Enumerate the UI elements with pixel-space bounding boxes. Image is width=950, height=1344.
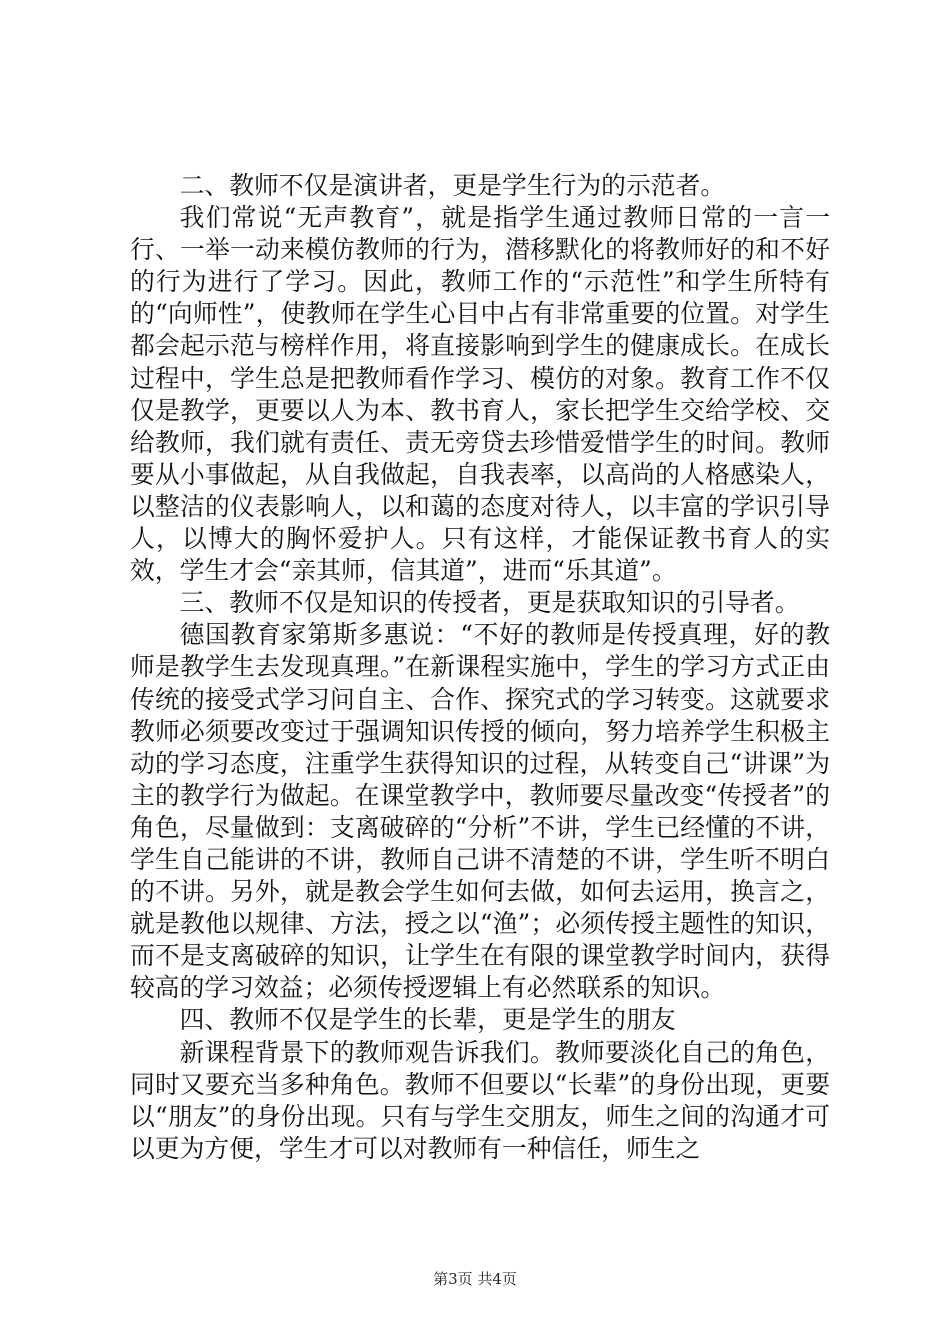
paragraph-section-2: 我们常说“无声教育”，就是指学生通过教师日常的一言一行、一举一动来模仿教师的行为，潜移默化的将教师好的和不好的行为进行了学习。因此，教师工作的“示范性”和学生所特有的“向师性”，使教师在学生心目中占有非常重要的位置。对学生都会起示范与榜样作用，将直接影响到学生的健康成长。在成长过程中，学生总是把教师看作学习、模仿的对象。教育工作不仅仅是教学，更要以人为本、教书育人，家长把学生交给学校、交给教师，我们就有责任、责无旁贷去珍惜爱惜学生的时间。教师要从小事做起，从自我做起，自我表率，以高尚的人格感染人，以整洁的仪表影响人，以和蔼的态度对待人，以丰富的学识引导人，以博大的胸怀爱护人。只有这样，才能保证教书育人的实效，学生才会“亲其师，信其道”，进而“乐其道”。: [130, 203, 830, 586]
heading-section-3: 三、教师不仅是知识的传授者，更是获取知识的引导者。: [179, 588, 800, 618]
paragraph-section-4: 新课程背景下的教师观告诉我们。教师要淡化自己的角色，同时又要充当多种角色。教师不但要以“长辈”的身份出现，更要以“朋友”的身份出现。只有与学生交朋友，师生之间的沟通才可以更为方便，学生才可以对教师有一种信任，师生之: [130, 1037, 830, 1163]
heading-section-2: 二、教师不仅是演讲者，更是学生行为的示范者。: [179, 171, 726, 200]
document-body: [130, 170, 830, 1165]
page-footer: 第3页 共4页: [433, 1270, 517, 1288]
paragraph-section-3: 德国教育家第斯多惠说：“不好的教师是传授真理，好的教师是教学生去发现真理。”在新课程实施中，学生的学习方式正由传统的接受式学习问自主、合作、探究式的学习转变。这就要求教师必须要改变过于强调知识传授的倾向，努力培养学生积极主动的学习态度，注重学生获得知识的过程，从转变自己“讲课”为主的教学行为做起。在课堂教学中，教师要尽量改变“传授者”的角色，尽量做到：支离破碎的“分析”不讲，学生已经懂的不讲，学生自己能讲的不讲，教师自己讲不清楚的不讲，学生听不明白的不讲。另外，就是教会学生如何去做，如何去运用，换言之，就是教他以规律、方法，授之以“渔”；必须传授主题性的知识，而不是支离破碎的知识，让学生在有限的课堂教学时间内，获得较高的学习效益；必须传授逻辑上有必然联系的知识。: [130, 620, 830, 1003]
heading-section-4: 四、教师不仅是学生的长辈，更是学生的朋友: [179, 1005, 676, 1035]
